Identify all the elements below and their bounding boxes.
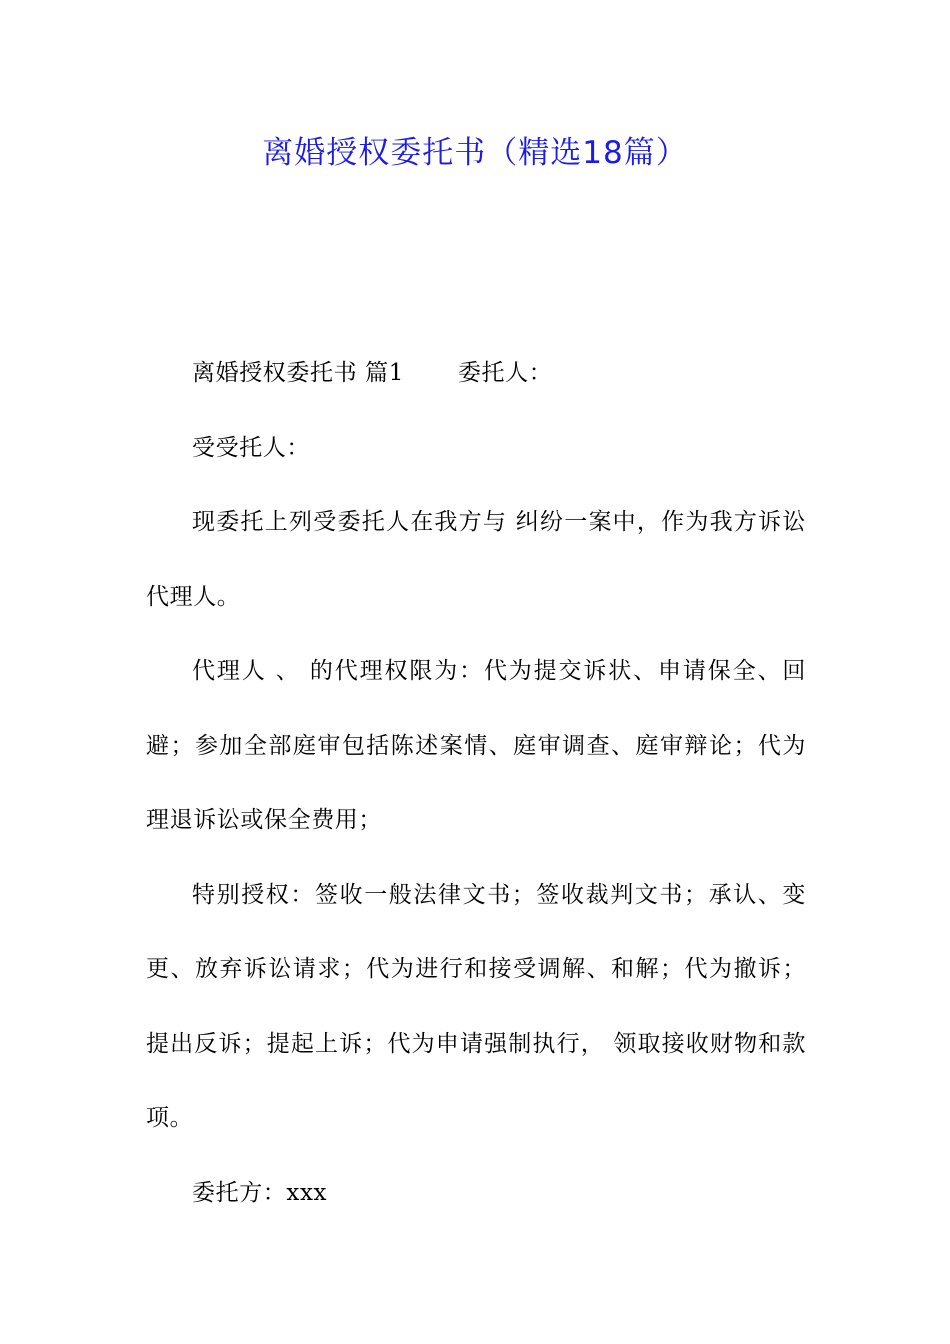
paragraph-agent-authority: 代理人 、 的代理权限为：代为提交诉状、申请保全、回避；参加全部庭审包括陈述案情、庭审调查、庭审辩论；代为理退诉讼或保全费用；: [146, 658, 806, 833]
client-field: 委托人：: [457, 360, 553, 386]
document-title: 离婚授权委托书（精选18篇）: [262, 135, 688, 171]
document-body: [146, 336, 806, 1230]
paragraph-trustee: 受受托人：: [192, 434, 310, 461]
paragraph-commission: 现委托上列受委托人在我方与 纠纷一案中，作为我方诉讼代理人。: [146, 509, 806, 610]
paragraph-client-signature: 委托方：xxx: [192, 1179, 328, 1206]
section-heading: 离婚授权委托书 篇1: [192, 360, 404, 386]
paragraph-special-authorization: 特别授权：签收一般法律文书；签收裁判文书；承认、变更、放弃诉讼请求；代为进行和接受调解、和解；代为撤诉；提出反诉；提起上诉；代为申请强制执行， 领取接收财物和款项。: [146, 881, 806, 1131]
section-heading-line: [146, 336, 806, 411]
